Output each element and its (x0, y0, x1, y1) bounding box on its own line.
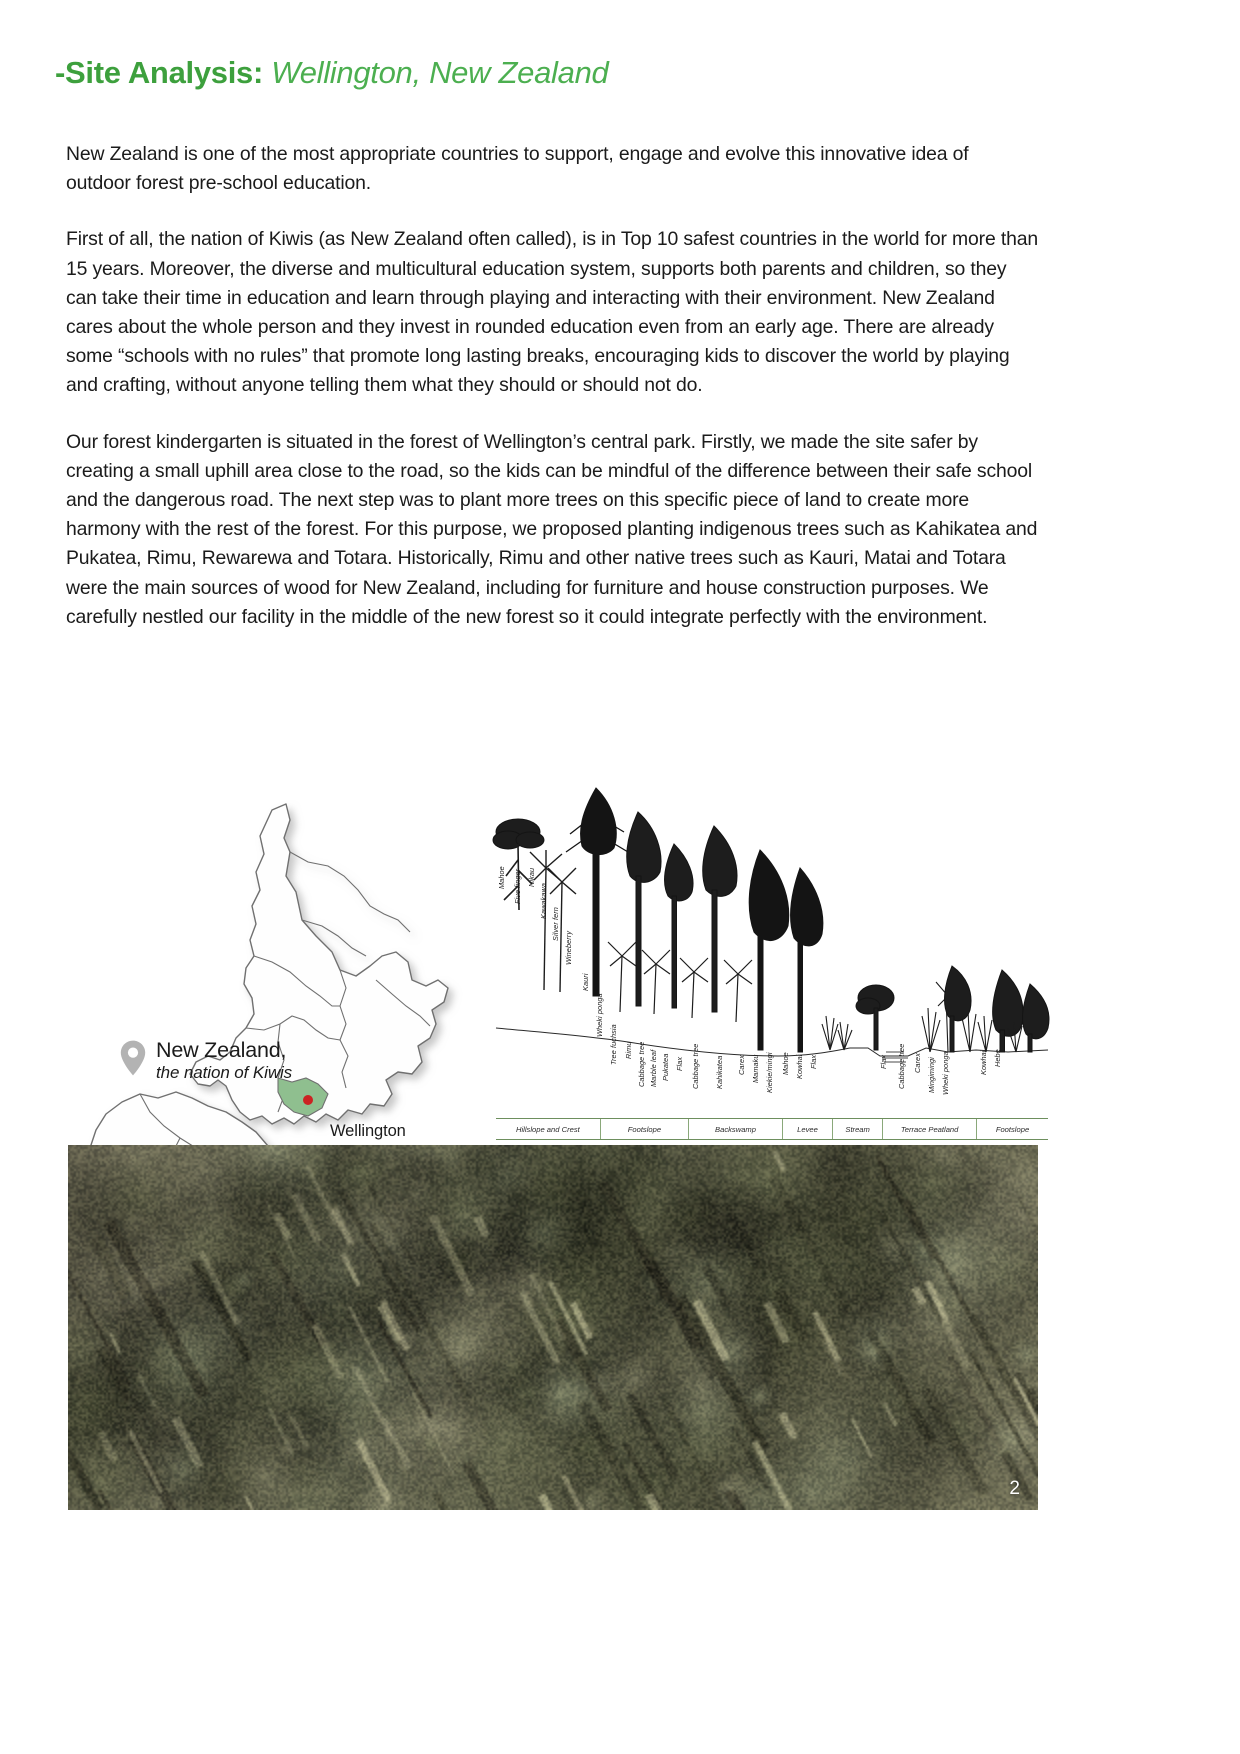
paragraph-2: First of all, the nation of Kiwis (as New Zealand often called), is in Top 10 safest countries in the world for more than 15 years. Moreover, the diverse and multicultural education system, supports both parents and children, so they can take their time in education and learn through playing and interacting with their environment. New Zealand cares about the whole person and they invest in rounded education even from an early age. There are already some “schools with no rules” that promote long lasting breaks, encouraging kids to discover the world by playing and crafting, without anyone telling them what they should or should not do. (66, 228, 1038, 397)
tree-label: Cabbage tree (897, 1043, 906, 1089)
page-number: 2 (1009, 1478, 1020, 1499)
tree-label: Wineberry (564, 930, 573, 965)
tree-label: Kowhai (795, 1054, 804, 1079)
map-legend-new-zealand (120, 1038, 292, 1083)
tree-label: Carex (737, 1055, 746, 1075)
tree-label: Kawakawa (539, 882, 548, 919)
tree-label: Marble leaf (649, 1049, 658, 1087)
page-title-italic: Wellington, New Zealand (262, 55, 609, 90)
map-city-dot-wellington (303, 1095, 313, 1105)
tree-label: Cabbage tree (691, 1043, 700, 1089)
zone-label: Hillslope and Crest (496, 1119, 601, 1139)
tree-label: Kiekie/mingi (765, 1052, 774, 1093)
tree-label: Mamaku (751, 1054, 760, 1083)
map-region-line (290, 852, 410, 932)
map-pin-icon (120, 1040, 146, 1076)
page-title (55, 55, 608, 91)
tree-label: Five finger (513, 868, 522, 904)
cross-section-tree-labels (478, 760, 1063, 1120)
tree-label: Mahoe (497, 866, 506, 889)
map-city-label-wellington: Wellington (330, 1122, 406, 1140)
tree-label: Tree fuchsia (609, 1024, 618, 1065)
tree-label: Kauri (581, 973, 590, 991)
tree-label: Silver fern (551, 907, 560, 941)
tree-label: Mingimingi (927, 1057, 936, 1093)
zone-label: Stream (833, 1119, 883, 1139)
zone-label: Terrace Peatland (883, 1119, 977, 1139)
tree-label: Carex (913, 1053, 922, 1073)
tree-label: Wheki ponga (941, 1051, 950, 1095)
tree-label: Pukatea (661, 1053, 670, 1081)
tree-label: Flax (809, 1054, 818, 1069)
forest-cross-section-figure (478, 760, 1063, 1150)
paragraph-3: Our forest kindergarten is situated in the forest of Wellington’s central park. Firstly, we made the site safer by creating a small uphill area close to the road, so the kids can be mindful of the difference between their safe school and the dangerous road. The next step was to plant more trees on this specific piece of land to create more harmony with the rest of the forest. For this purpose, we proposed planting indigenous trees such as Kahikatea and Pukatea, Rimu, Rewarewa and Totara. Historically, Rimu and other native trees such as Kauri, Matai and Totara were the main sources of wood for New Zealand, including for furniture and house construction purposes. We carefully nestled our facility in the middle of the new forest so it could integrate perfectly with the environment. (66, 430, 1038, 628)
tree-label: Wheki ponga (595, 993, 604, 1037)
forest-aerial-photo (68, 1145, 1038, 1510)
cross-section-zone-bar (496, 1118, 1048, 1140)
tree-label: Flax (675, 1056, 684, 1071)
tree-label: Mahoe (781, 1052, 790, 1075)
paragraph-1: New Zealand is one of the most appropriate countries to support, engage and evolve this innovative idea of outdoor forest pre-school education. (66, 143, 969, 195)
zone-label: Footslope (601, 1119, 689, 1139)
tree-label: Kowhai (979, 1050, 988, 1075)
tree-label: Kahikatea (715, 1055, 724, 1089)
tree-label: Cabbage tree (637, 1041, 646, 1087)
zone-label: Backswamp (689, 1119, 783, 1139)
figure-zone (0, 760, 1240, 1550)
tree-label: Flax (879, 1054, 888, 1069)
tree-label: Hebe (993, 1049, 1002, 1067)
zone-label: Levee (783, 1119, 833, 1139)
page-title-bold: -Site Analysis: (55, 55, 263, 90)
zone-label: Footslope (995, 1124, 1030, 1134)
map-legend-title: New Zealand, (156, 1038, 287, 1062)
map-legend-subtitle: the nation of Kiwis (156, 1062, 293, 1082)
tree-label: Nikau (527, 867, 536, 887)
body-copy (66, 140, 1038, 632)
tree-label: Rimu (624, 1041, 633, 1059)
forest-photo-canvas (68, 1145, 1038, 1510)
